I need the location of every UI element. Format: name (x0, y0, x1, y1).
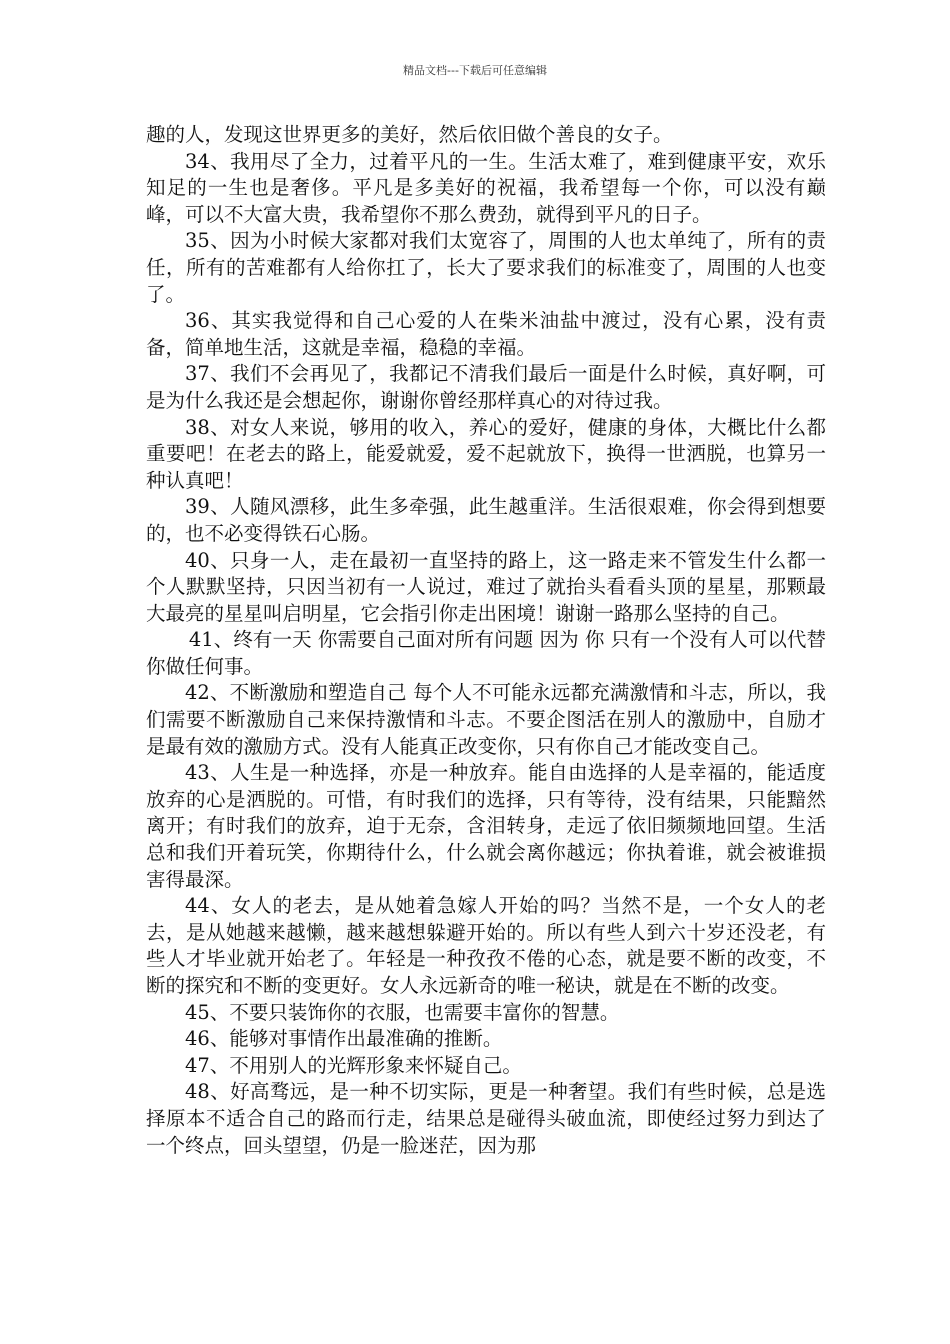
paragraph-45: 45、不要只装饰你的衣服，也需要丰富你的智慧。 (185, 1000, 620, 1024)
paragraph-41: 41、终有一天 你需要自己面对所有问题 因为 你 只有一个没有人可以代替你做任何事。 (146, 628, 826, 678)
paragraph-46: 46、能够对事情作出最准确的推断。 (185, 1027, 503, 1051)
paragraph-43: 43、人生是一种选择，亦是一种放弃。能自由选择的人是幸福的，能适度放弃的心是洒脱的。可惜，有时我们的选择，只有等待，没有结果，只能黯然离开；有时我们的放弃，迫于无奈，含泪转身，走远了依旧频频地回望。生活总和我们开着玩笑，你期待什么，什么就会离你越远；你执着谁，就会被谁损害得最深。 (146, 761, 826, 891)
paragraph-37: 37、我们不会再见了，我都记不清我们最后一面是什么时候，真好啊，可是为什么我还是会想起你，谢谢你曾经那样真心的对待过我。 (146, 362, 826, 412)
paragraph-34: 34、我用尽了全力，过着平凡的一生。生活太难了，难到健康平安，欢乐知足的一生也是奢侈。平凡是多美好的祝福，我希望每一个你，可以没有巅峰，可以不大富大贵，我希望你不那么费劲，就得到平凡的日子。 (146, 149, 826, 226)
page-header: 精品文档---下载后可任意编辑 (403, 64, 547, 77)
paragraph-36: 36、其实我觉得和自己心爱的人在柴米油盐中渡过，没有心累，没有责备，简单地生活，这就是幸福，稳稳的幸福。 (146, 309, 826, 359)
paragraph-47: 47、不用别人的光辉形象来怀疑自己。 (185, 1053, 522, 1077)
paragraph-42: 42、不断激励和塑造自己 每个人不可能永远都充满激情和斗志，所以，我们需要不断激励自己来保持激情和斗志。不要企图活在别人的激励中，自励才是最有效的激励方式。没有人能真正改变你，只有你自己才能改变自己。 (146, 681, 826, 758)
paragraph-continuation: 趣的人，发现这世界更多的美好，然后依旧做个善良的女子。 (146, 123, 673, 146)
paragraph-39: 39、人随风漂移，此生多牵强，此生越重洋。生活很艰难，你会得到想要的，也不必变得铁石心肠。 (146, 495, 826, 545)
paragraph-48: 48、好高骛远，是一种不切实际，更是一种奢望。我们有些时候，总是选择原本不适合自己的路而行走，结果总是碰得头破血流，即使经过努力到达了一个终点，回头望望，仍是一脸迷茫，因为那 (146, 1080, 826, 1157)
document-body (146, 122, 826, 1159)
paragraph-44: 44、女人的老去，是从她着急嫁人开始的吗？当然不是，一个女人的老去，是从她越来越懒，越来越想躲避开始的。所以有些人到六十岁还没老，有些人才毕业就开始老了。年轻是一种孜孜不倦的心态，就是要不断的改变，不断的探究和不断的变更好。女人永远新奇的唯一秘诀，就是在不断的改变。 (146, 894, 826, 997)
paragraph-38: 38、对女人来说，够用的收入，养心的爱好，健康的身体，大概比什么都重要吧！在老去的路上，能爱就爱，爱不起就放下，换得一世洒脱，也算另一种认真吧！ (146, 415, 826, 492)
paragraph-40: 40、只身一人，走在最初一直坚持的路上，这一路走来不管发生什么都一个人默默坚持，只因当初有一人说过，难过了就抬头看看头顶的星星，那颗最大最亮的星星叫启明星，它会指引你走出困境！谢谢一路那么坚持的自己。 (146, 548, 826, 625)
paragraph-35: 35、因为小时候大家都对我们太宽容了，周围的人也太单纯了，所有的责任，所有的苦难都有人给你扛了，长大了要求我们的标准变了，周围的人也变了。 (146, 229, 826, 306)
